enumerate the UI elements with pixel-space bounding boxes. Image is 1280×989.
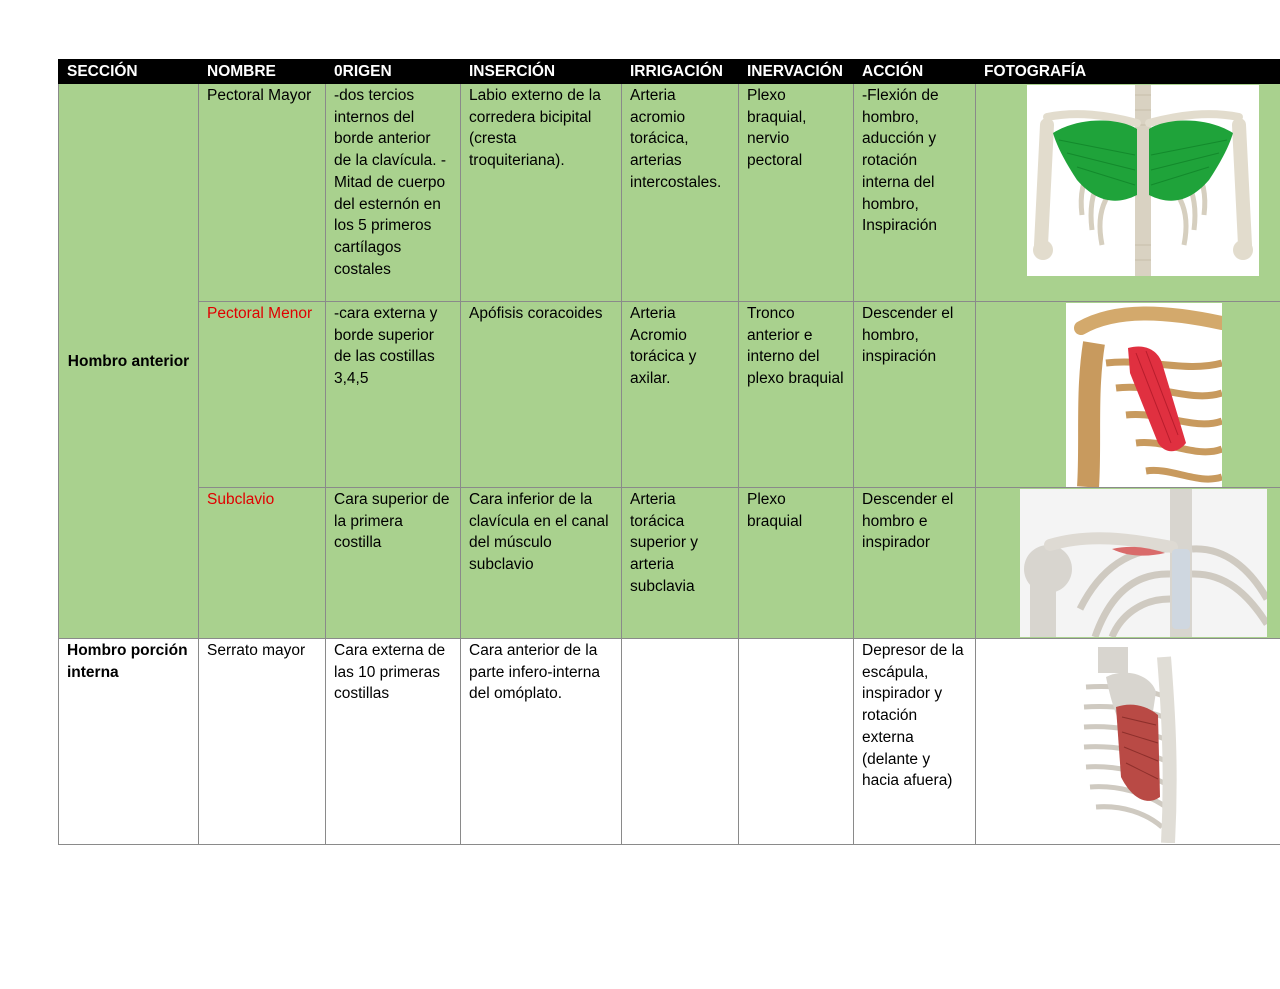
- table-row: [59, 488, 1280, 639]
- header-accion: ACCIÓN: [854, 60, 976, 84]
- cell-fotografia: [976, 488, 1280, 639]
- cell-irrigacion: Arteria torácica superior y arteria subclavia: [622, 488, 739, 639]
- header-insercion: INSERCIÓN: [461, 60, 622, 84]
- cell-origen: -cara externa y borde superior de las costillas 3,4,5: [326, 302, 461, 488]
- header-origen: 0RIGEN: [326, 60, 461, 84]
- section-hombro-porcion-interna: Hombro porción interna: [59, 639, 199, 845]
- cell-fotografia: [976, 84, 1280, 302]
- cell-accion: -Flexión de hombro, aducción y rotación interna del hombro, Inspiración: [854, 84, 976, 302]
- cell-irrigacion: Arteria acromio torácica, arterias intercostales.: [622, 84, 739, 302]
- cell-inervacion: Tronco anterior e interno del plexo braquial: [739, 302, 854, 488]
- header-row: [59, 60, 1280, 84]
- cell-irrigacion: Arteria Acromio torácica y axilar.: [622, 302, 739, 488]
- cell-insercion: Apófisis coracoides: [461, 302, 622, 488]
- header-irrigacion: IRRIGACIÓN: [622, 60, 739, 84]
- cell-insercion: Cara anterior de la parte infero-interna del omóplato.: [461, 639, 622, 845]
- cell-origen: Cara superior de la primera costilla: [326, 488, 461, 639]
- cell-insercion: Labio externo de la corredera bicipital (cresta troquiteriana).: [461, 84, 622, 302]
- cell-origen: -dos tercios internos del borde anterior de la clavícula. -Mitad de cuerpo del esternón en los 5 primeros cartílagos costales: [326, 84, 461, 302]
- table-row: [59, 302, 1280, 488]
- nombre-highlight: Subclavio: [207, 491, 275, 508]
- table-row: [59, 639, 1280, 845]
- nombre-highlight: Pectoral Menor: [207, 305, 313, 322]
- header-inervacion: INERVACIÓN: [739, 60, 854, 84]
- cell-nombre: Serrato mayor: [199, 639, 326, 845]
- cell-accion: Descender el hombro e inspirador: [854, 488, 976, 639]
- cell-insercion: Cara inferior de la clavícula en el canal del músculo subclavio: [461, 488, 622, 639]
- section-hombro-anterior: Hombro anterior: [59, 84, 199, 639]
- table-row: [59, 84, 1280, 302]
- header-fotografia: FOTOGRAFÍA: [976, 60, 1280, 84]
- cell-inervacion: Plexo braquial, nervio pectoral: [739, 84, 854, 302]
- cell-fotografia: [976, 639, 1280, 845]
- cell-irrigacion: [622, 639, 739, 845]
- header-seccion: SECCIÓN: [59, 60, 199, 84]
- header-nombre: NOMBRE: [199, 60, 326, 84]
- cell-inervacion: [739, 639, 854, 845]
- cell-nombre: [199, 488, 326, 639]
- subclavius-illustration: [1020, 489, 1267, 637]
- pectoralis-minor-illustration: [1066, 303, 1222, 487]
- cell-accion: Descender el hombro, inspiración: [854, 302, 976, 488]
- cell-accion: Depresor de la escápula, inspirador y rotación externa (delante y hacia afuera): [854, 639, 976, 845]
- cell-origen: Cara externa de las 10 primeras costillas: [326, 639, 461, 845]
- cell-fotografia: [976, 302, 1280, 488]
- serratus-anterior-illustration: [1076, 647, 1186, 843]
- pectoralis-major-illustration: [1027, 85, 1259, 276]
- cell-inervacion: Plexo braquial: [739, 488, 854, 639]
- cell-nombre: [199, 302, 326, 488]
- muscle-table: [58, 59, 1280, 845]
- cell-nombre: Pectoral Mayor: [199, 84, 326, 302]
